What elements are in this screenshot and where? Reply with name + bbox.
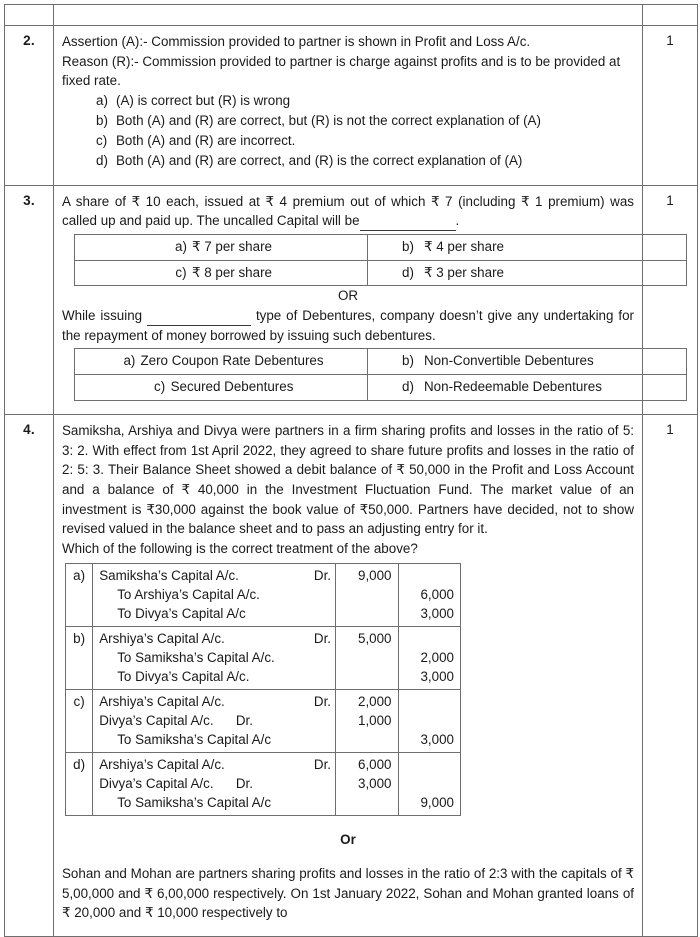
journal-debit-d: 6,000 3,000 xyxy=(336,753,398,816)
question-prompt-4: Which of the following is the correct treatment of the above? xyxy=(62,541,418,557)
question-body-cell-4 xyxy=(54,414,643,936)
question-body-4 xyxy=(54,415,642,936)
journal-option-letter-c: c) xyxy=(66,689,93,752)
journal-line: To Divya’s Capital A/c. xyxy=(117,668,250,684)
option-text-b: ₹ 4 per share xyxy=(424,238,504,254)
alt-question-stem-4: Sohan and Mohan are partners sharing profits and losses in the ratio of 2:3 with the capitals of ₹ 5,00,000 and ₹ 6,00,000 respectively. On 1st January 2022, Sohan and Mohan granted loans of ₹ 20,000 and ₹ 10,000 respectively to xyxy=(62,865,634,921)
option-letter-a: a) xyxy=(123,353,136,369)
option-text-c: Secured Debentures xyxy=(170,379,294,395)
journal-particulars-a xyxy=(93,563,336,626)
alt-stem-3-rest: type of Debentures, company doesn’t give any undertaking for the repayment of money borrowed by issuing such debentures. xyxy=(62,308,634,343)
fill-blank-underline xyxy=(360,217,456,231)
question-stem-4: Samiksha, Arshiya and Divya were partners in a firm sharing profits and losses in the ratio of 5: 3: 2. With effect from 1st April 2022, they agreed to share future profits and losses in the ratio of 2: 5: 3. Their Balance Sheet showed a debit balance of ₹ 50,000 in the Profit and Loss Account and a balance of ₹ 40,000 in the Investment Fluctuation Fund. The market value of an investment is ₹30,000 against the book value of ₹50,000. Partners have decided, not to show revised valued in the balance sheet and to pass an adjusting entry for it. xyxy=(62,422,634,537)
option-cell-d[interactable] xyxy=(368,260,687,286)
question-number-4: 4. xyxy=(23,421,35,437)
journal-line: To Divya’s Capital A/c xyxy=(117,605,246,621)
option-grid-row xyxy=(75,375,687,401)
question-body-cell-3 xyxy=(54,185,643,414)
option-letter-d: d) xyxy=(402,379,414,395)
assertion-text: Assertion (A):- Commission provided to partner is shown in Profit and Loss A/c. xyxy=(62,34,531,49)
question-number-cell-3 xyxy=(5,185,54,414)
journal-option-row-b[interactable] xyxy=(66,626,461,689)
question-body-2 xyxy=(54,26,642,185)
option-letter-c: c) xyxy=(175,264,187,280)
journal-particulars-c xyxy=(93,689,336,752)
option-item-a[interactable] xyxy=(96,91,634,111)
journal-debit-b: 5,000 xyxy=(336,626,398,689)
option-letter-a: a) xyxy=(175,238,187,254)
option-cell-a[interactable] xyxy=(75,234,368,260)
question-number-2: 2. xyxy=(23,33,35,48)
alt-stem-3-start: While issuing xyxy=(62,308,143,324)
journal-line: To Samiksha’s Capital A/c xyxy=(117,732,272,748)
table-row xyxy=(5,414,698,936)
dr-tag: Dr. xyxy=(313,757,332,773)
stub-marks-cell xyxy=(643,5,698,26)
journal-option-letter-a: a) xyxy=(66,563,93,626)
option-letter-d: d) xyxy=(96,153,108,169)
option-letter-b: b) xyxy=(402,353,414,369)
table-row xyxy=(5,185,698,414)
option-item-b[interactable] xyxy=(96,111,634,131)
journal-line: Arshiya’s Capital A/c. Dr. xyxy=(99,692,331,711)
alt-option-cell-d[interactable] xyxy=(368,375,687,401)
alt-option-cell-c[interactable] xyxy=(75,375,368,401)
question-body-cell-2 xyxy=(54,26,643,186)
alt-option-cell-a[interactable] xyxy=(75,349,368,375)
exam-question-table xyxy=(4,4,698,937)
journal-line: Divya’s Capital A/c. Dr. xyxy=(99,776,253,792)
journal-line: To Samiksha’s Capital A/c. xyxy=(117,649,275,665)
journal-credit-a: 6,000 3,000 xyxy=(398,563,460,626)
question-stem-3-end: . xyxy=(455,213,460,229)
dr-tag: Dr. xyxy=(313,567,332,583)
journal-credit-d: 9,000 xyxy=(398,753,460,816)
option-grid-row xyxy=(75,349,687,375)
option-grid-row xyxy=(75,260,687,286)
option-item-d[interactable] xyxy=(96,151,634,171)
option-text-d: Both (A) and (R) are correct, and (R) is the correct explanation of (A) xyxy=(116,153,523,169)
stub-body-cell xyxy=(54,5,643,26)
option-letter-d: d) xyxy=(402,264,414,280)
option-grid-q3 xyxy=(74,234,687,286)
alt-option-cell-b[interactable] xyxy=(368,349,687,375)
marks-value-3: 1 xyxy=(666,192,674,208)
option-text-b: Both (A) and (R) are correct, but (R) is not the correct explanation of (A) xyxy=(116,113,541,129)
marks-cell-4 xyxy=(643,414,698,936)
table-row xyxy=(5,26,698,186)
journal-line: Arshiya’s Capital A/c. Dr. xyxy=(99,755,331,774)
journal-option-row-c[interactable] xyxy=(66,689,461,752)
option-letter-b: b) xyxy=(96,113,108,129)
journal-option-row-a[interactable] xyxy=(66,563,461,626)
journal-particulars-b xyxy=(93,626,336,689)
alt-question-stem-3 xyxy=(62,306,634,345)
option-text-c: Both (A) and (R) are incorrect. xyxy=(116,133,296,149)
option-letter-b: b) xyxy=(402,238,414,254)
journal-entry-options-table xyxy=(65,563,461,816)
or-divider-q4: Or xyxy=(340,832,356,848)
question-number-cell-4 xyxy=(5,414,54,936)
journal-option-row-d[interactable] xyxy=(66,753,461,816)
journal-debit-a: 9,000 xyxy=(336,563,398,626)
marks-value-2: 1 xyxy=(666,33,674,48)
journal-debit-c: 2,000 1,000 xyxy=(336,689,398,752)
option-text-a: ₹ 7 per share xyxy=(192,238,272,254)
journal-option-letter-d: d) xyxy=(66,753,93,816)
option-grid-row xyxy=(75,234,687,260)
dr-tag: Dr. xyxy=(313,693,332,709)
marks-cell-3 xyxy=(643,185,698,414)
option-letter-a: a) xyxy=(96,93,108,109)
option-item-c[interactable] xyxy=(96,131,634,151)
option-cell-c[interactable] xyxy=(75,260,368,286)
journal-credit-c: 3,000 xyxy=(398,689,460,752)
dr-tag: Dr. xyxy=(313,630,332,646)
option-cell-b[interactable] xyxy=(368,234,687,260)
journal-line: Samiksha’s Capital A/c. Dr. xyxy=(99,566,331,585)
option-text-d: Non-Redeemable Debentures xyxy=(424,379,602,395)
stub-qno-cell xyxy=(5,5,54,26)
option-list-q2 xyxy=(62,91,634,171)
option-text-a: (A) is correct but (R) is wrong xyxy=(116,93,291,109)
journal-line: To Arshiya’s Capital A/c. xyxy=(117,586,260,602)
option-text-d: ₹ 3 per share xyxy=(424,264,504,280)
question-number-3: 3. xyxy=(23,192,35,208)
journal-particulars-d xyxy=(93,753,336,816)
journal-line: Arshiya’s Capital A/c. Dr. xyxy=(99,629,331,648)
reason-text: Reason (R):- Commission provided to partner is charge against profits and is to be provided at fixed rate. xyxy=(62,53,621,89)
journal-option-letter-b: b) xyxy=(66,626,93,689)
journal-credit-b: 2,000 3,000 xyxy=(398,626,460,689)
option-text-a: Zero Coupon Rate Debentures xyxy=(140,353,324,369)
option-text-c: ₹ 8 per share xyxy=(192,264,272,280)
journal-line: To Samiksha’s Capital A/c xyxy=(117,795,272,811)
option-letter-c: c) xyxy=(154,379,166,395)
option-grid-q3-alt xyxy=(74,348,687,400)
question-stem-3-text: A share of ₹ 10 each, issued at ₹ 4 premium out of which ₹ 7 (including ₹ 1 premium) was called up and paid up. The uncalled Capital will be xyxy=(62,193,634,229)
option-text-b: Non-Convertible Debentures xyxy=(424,353,594,369)
option-letter-c: c) xyxy=(96,133,108,149)
or-divider-q3: OR xyxy=(337,288,359,304)
marks-value-4: 1 xyxy=(666,421,674,437)
table-row-partial-top xyxy=(5,5,698,26)
marks-cell-2 xyxy=(643,26,698,186)
question-body-3 xyxy=(54,186,642,414)
question-number-cell-2 xyxy=(5,26,54,186)
journal-line: Divya’s Capital A/c. Dr. xyxy=(99,713,253,729)
question-stem-3 xyxy=(62,192,634,231)
fill-blank-underline-alt xyxy=(147,312,251,326)
